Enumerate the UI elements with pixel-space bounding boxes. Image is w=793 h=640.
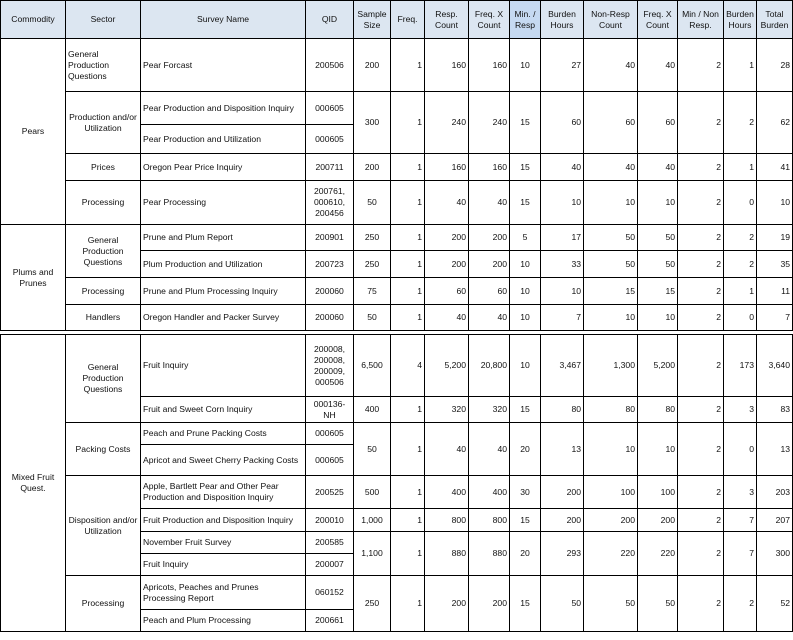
- freq-cell: 1: [391, 39, 425, 92]
- table-row: [1, 423, 793, 445]
- qid-cell: 200060: [306, 305, 354, 331]
- min-resp-cell: 10: [510, 305, 541, 331]
- fxc2-cell: 15: [638, 278, 678, 305]
- burden-cell: 13: [541, 423, 584, 476]
- nonresp-cell: 40: [584, 39, 638, 92]
- min-nonresp-cell: 2: [678, 423, 724, 476]
- col-burden-hours: Burden Hours: [541, 1, 584, 39]
- fxc-cell: 400: [469, 476, 510, 509]
- min-nonresp-cell: 2: [678, 576, 724, 632]
- nonresp-cell: 50: [584, 225, 638, 251]
- qid-cell: 200010: [306, 509, 354, 532]
- qid-cell: 200723: [306, 251, 354, 278]
- col-burden-hours-2: Burden Hours: [724, 1, 757, 39]
- survey-name-cell: Fruit Inquiry: [141, 554, 306, 576]
- freq-cell: 1: [391, 251, 425, 278]
- table-row: [1, 576, 793, 610]
- fxc2-cell: 50: [638, 251, 678, 278]
- col-min-resp: Min. / Resp: [510, 1, 541, 39]
- col-sample-size: Sample Size: [354, 1, 391, 39]
- fxc2-cell: 50: [638, 576, 678, 632]
- min-resp-cell: 15: [510, 154, 541, 181]
- fxc2-cell: 10: [638, 305, 678, 331]
- qid-cell: 000605: [306, 125, 354, 154]
- fxc-cell: 800: [469, 509, 510, 532]
- burden2-cell: 0: [724, 423, 757, 476]
- min-nonresp-cell: 2: [678, 305, 724, 331]
- burden-cell: 200: [541, 509, 584, 532]
- survey-name-cell: Fruit Production and Disposition Inquiry: [141, 509, 306, 532]
- burden-cell: 80: [541, 397, 584, 423]
- burden-cell: 40: [541, 154, 584, 181]
- table-row: [1, 39, 793, 92]
- fxc-cell: 160: [469, 154, 510, 181]
- burden-cell: 10: [541, 181, 584, 225]
- resp-cell: 200: [425, 251, 469, 278]
- min-resp-cell: 20: [510, 532, 541, 576]
- burden-cell: 10: [541, 278, 584, 305]
- resp-cell: 40: [425, 305, 469, 331]
- survey-name-cell: Pear Production and Disposition Inquiry: [141, 92, 306, 125]
- survey-name-cell: Apricot and Sweet Cherry Packing Costs: [141, 445, 306, 476]
- qid-cell: 200585: [306, 532, 354, 554]
- min-nonresp-cell: 2: [678, 92, 724, 154]
- freq-cell: 1: [391, 278, 425, 305]
- total-cell: 13: [757, 423, 793, 476]
- col-min-non-resp: Min / Non Resp.: [678, 1, 724, 39]
- nonresp-cell: 220: [584, 532, 638, 576]
- sample-cell: 1,100: [354, 532, 391, 576]
- freq-cell: 1: [391, 154, 425, 181]
- total-cell: 3,640: [757, 335, 793, 397]
- min-nonresp-cell: 2: [678, 532, 724, 576]
- survey-name-cell: Fruit Inquiry: [141, 335, 306, 397]
- nonresp-cell: 60: [584, 92, 638, 154]
- survey-name-cell: Plum Production and Utilization: [141, 251, 306, 278]
- fxc-cell: 200: [469, 225, 510, 251]
- burden-cell: 50: [541, 576, 584, 632]
- min-resp-cell: 30: [510, 476, 541, 509]
- burden2-cell: 3: [724, 476, 757, 509]
- sample-cell: 300: [354, 92, 391, 154]
- min-resp-cell: 10: [510, 251, 541, 278]
- qid-cell: 200761, 000610, 200456: [306, 181, 354, 225]
- freq-cell: 1: [391, 397, 425, 423]
- fxc2-cell: 200: [638, 509, 678, 532]
- sample-cell: 1,000: [354, 509, 391, 532]
- table-row: [1, 278, 793, 305]
- min-resp-cell: 20: [510, 423, 541, 476]
- fxc2-cell: 100: [638, 476, 678, 509]
- nonresp-cell: 50: [584, 576, 638, 632]
- fxc2-cell: 10: [638, 181, 678, 225]
- burden2-cell: 1: [724, 39, 757, 92]
- resp-cell: 880: [425, 532, 469, 576]
- table-row: [1, 335, 793, 397]
- fxc-cell: 40: [469, 181, 510, 225]
- fxc-cell: 160: [469, 39, 510, 92]
- survey-name-cell: Prune and Plum Report: [141, 225, 306, 251]
- burden2-cell: 2: [724, 225, 757, 251]
- resp-cell: 400: [425, 476, 469, 509]
- sample-cell: 75: [354, 278, 391, 305]
- fxc2-cell: 10: [638, 423, 678, 476]
- total-cell: 19: [757, 225, 793, 251]
- fxc2-cell: 220: [638, 532, 678, 576]
- sector-cell: General Production Questions: [66, 225, 141, 278]
- freq-cell: 1: [391, 305, 425, 331]
- resp-cell: 200: [425, 576, 469, 632]
- fxc-cell: 200: [469, 576, 510, 632]
- sample-cell: 250: [354, 225, 391, 251]
- freq-cell: 1: [391, 476, 425, 509]
- col-freq: Freq.: [391, 1, 425, 39]
- qid-cell: 000605: [306, 423, 354, 445]
- burden2-cell: 1: [724, 278, 757, 305]
- sample-cell: 250: [354, 251, 391, 278]
- col-non-resp-count: Non-Resp Count: [584, 1, 638, 39]
- fxc-cell: 60: [469, 278, 510, 305]
- total-cell: 203: [757, 476, 793, 509]
- burden2-cell: 173: [724, 335, 757, 397]
- sample-cell: 250: [354, 576, 391, 632]
- total-cell: 10: [757, 181, 793, 225]
- resp-cell: 160: [425, 39, 469, 92]
- table-row: [1, 225, 793, 251]
- burden2-cell: 2: [724, 251, 757, 278]
- commodity-cell: Pears: [1, 39, 66, 225]
- sample-cell: 50: [354, 305, 391, 331]
- resp-cell: 5,200: [425, 335, 469, 397]
- qid-cell: 000605: [306, 445, 354, 476]
- burden-cell: 33: [541, 251, 584, 278]
- burden2-cell: 3: [724, 397, 757, 423]
- min-nonresp-cell: 2: [678, 335, 724, 397]
- freq-cell: 1: [391, 423, 425, 476]
- burden-cell: 7: [541, 305, 584, 331]
- fxc-cell: 880: [469, 532, 510, 576]
- min-resp-cell: 10: [510, 335, 541, 397]
- burden2-cell: 1: [724, 154, 757, 181]
- total-cell: 11: [757, 278, 793, 305]
- fxc-cell: 40: [469, 305, 510, 331]
- total-cell: 62: [757, 92, 793, 154]
- min-nonresp-cell: 2: [678, 251, 724, 278]
- col-survey-name: Survey Name: [141, 1, 306, 39]
- table-row: [1, 181, 793, 225]
- sample-cell: 6,500: [354, 335, 391, 397]
- sector-cell: General Production Questions: [66, 335, 141, 423]
- min-resp-cell: 15: [510, 397, 541, 423]
- burden-cell: 17: [541, 225, 584, 251]
- survey-name-cell: Prune and Plum Processing Inquiry: [141, 278, 306, 305]
- resp-cell: 40: [425, 181, 469, 225]
- fxc2-cell: 5,200: [638, 335, 678, 397]
- total-cell: 28: [757, 39, 793, 92]
- header-row: [1, 1, 793, 39]
- fxc-cell: 320: [469, 397, 510, 423]
- min-nonresp-cell: 2: [678, 39, 724, 92]
- qid-cell: 200506: [306, 39, 354, 92]
- qid-cell: 200901: [306, 225, 354, 251]
- nonresp-cell: 80: [584, 397, 638, 423]
- freq-cell: 4: [391, 335, 425, 397]
- col-sector: Sector: [66, 1, 141, 39]
- min-resp-cell: 15: [510, 509, 541, 532]
- col-freq-x-count: Freq. X Count: [469, 1, 510, 39]
- fxc2-cell: 80: [638, 397, 678, 423]
- survey-name-cell: Apricots, Peaches and Prunes Processing Report: [141, 576, 306, 610]
- sample-cell: 400: [354, 397, 391, 423]
- nonresp-cell: 40: [584, 154, 638, 181]
- min-resp-cell: 15: [510, 92, 541, 154]
- sector-cell: Handlers: [66, 305, 141, 331]
- nonresp-cell: 10: [584, 423, 638, 476]
- table-row: [1, 92, 793, 125]
- burden-cell: 3,467: [541, 335, 584, 397]
- freq-cell: 1: [391, 181, 425, 225]
- col-qid: QID: [306, 1, 354, 39]
- total-cell: 300: [757, 532, 793, 576]
- sector-cell: Prices: [66, 154, 141, 181]
- resp-cell: 40: [425, 423, 469, 476]
- survey-name-cell: Pear Forcast: [141, 39, 306, 92]
- table-row: [1, 305, 793, 331]
- nonresp-cell: 10: [584, 305, 638, 331]
- nonresp-cell: 200: [584, 509, 638, 532]
- total-cell: 207: [757, 509, 793, 532]
- freq-cell: 1: [391, 92, 425, 154]
- burden2-cell: 2: [724, 92, 757, 154]
- nonresp-cell: 10: [584, 181, 638, 225]
- survey-name-cell: Peach and Prune Packing Costs: [141, 423, 306, 445]
- survey-name-cell: Pear Production and Utilization: [141, 125, 306, 154]
- total-cell: 35: [757, 251, 793, 278]
- resp-cell: 160: [425, 154, 469, 181]
- survey-name-cell: Apple, Bartlett Pear and Other Pear Production and Disposition Inquiry: [141, 476, 306, 509]
- min-nonresp-cell: 2: [678, 397, 724, 423]
- fxc-cell: 200: [469, 251, 510, 278]
- min-nonresp-cell: 2: [678, 509, 724, 532]
- total-cell: 52: [757, 576, 793, 632]
- table-row: [1, 476, 793, 509]
- col-freq-x-count-2: Freq. X Count: [638, 1, 678, 39]
- burden-cell: 200: [541, 476, 584, 509]
- fxc2-cell: 40: [638, 154, 678, 181]
- burden2-cell: 0: [724, 181, 757, 225]
- nonresp-cell: 100: [584, 476, 638, 509]
- sample-cell: 500: [354, 476, 391, 509]
- qid-cell: 200007: [306, 554, 354, 576]
- qid-cell: 060152: [306, 576, 354, 610]
- freq-cell: 1: [391, 576, 425, 632]
- nonresp-cell: 15: [584, 278, 638, 305]
- sample-cell: 50: [354, 423, 391, 476]
- survey-name-cell: Peach and Plum Processing: [141, 610, 306, 632]
- fxc2-cell: 40: [638, 39, 678, 92]
- nonresp-cell: 50: [584, 251, 638, 278]
- resp-cell: 240: [425, 92, 469, 154]
- sector-cell: General Production Questions: [66, 39, 141, 92]
- qid-cell: 000136-NH: [306, 397, 354, 423]
- burden-cell: 27: [541, 39, 584, 92]
- commodity-cell: Mixed Fruit Quest.: [1, 335, 66, 632]
- min-resp-cell: 5: [510, 225, 541, 251]
- total-cell: 7: [757, 305, 793, 331]
- total-cell: 83: [757, 397, 793, 423]
- qid-cell: 000605: [306, 92, 354, 125]
- min-nonresp-cell: 2: [678, 476, 724, 509]
- sector-cell: Processing: [66, 576, 141, 632]
- fxc2-cell: 50: [638, 225, 678, 251]
- sample-cell: 200: [354, 154, 391, 181]
- resp-cell: 800: [425, 509, 469, 532]
- resp-cell: 60: [425, 278, 469, 305]
- burden2-cell: 0: [724, 305, 757, 331]
- burden-cell: 60: [541, 92, 584, 154]
- sector-cell: Packing Costs: [66, 423, 141, 476]
- survey-name-cell: Fruit and Sweet Corn Inquiry: [141, 397, 306, 423]
- nonresp-cell: 1,300: [584, 335, 638, 397]
- col-total-burden: Total Burden: [757, 1, 793, 39]
- sector-cell: Disposition and/or Utilization: [66, 476, 141, 576]
- fxc-cell: 240: [469, 92, 510, 154]
- sample-cell: 50: [354, 181, 391, 225]
- sample-cell: 200: [354, 39, 391, 92]
- fxc-cell: 40: [469, 423, 510, 476]
- fxc-cell: 20,800: [469, 335, 510, 397]
- freq-cell: 1: [391, 225, 425, 251]
- min-nonresp-cell: 2: [678, 154, 724, 181]
- survey-name-cell: November Fruit Survey: [141, 532, 306, 554]
- burden2-cell: 7: [724, 509, 757, 532]
- survey-name-cell: Oregon Pear Price Inquiry: [141, 154, 306, 181]
- sector-cell: Processing: [66, 181, 141, 225]
- resp-cell: 200: [425, 225, 469, 251]
- commodity-cell: Plums and Prunes: [1, 225, 66, 331]
- min-resp-cell: 10: [510, 39, 541, 92]
- min-nonresp-cell: 2: [678, 181, 724, 225]
- min-resp-cell: 15: [510, 576, 541, 632]
- min-resp-cell: 10: [510, 278, 541, 305]
- total-cell: 41: [757, 154, 793, 181]
- resp-cell: 320: [425, 397, 469, 423]
- survey-name-cell: Oregon Handler and Packer Survey: [141, 305, 306, 331]
- col-resp-count: Resp. Count: [425, 1, 469, 39]
- burden2-cell: 2: [724, 576, 757, 632]
- col-commodity: Commodity: [1, 1, 66, 39]
- qid-cell: 200661: [306, 610, 354, 632]
- min-nonresp-cell: 2: [678, 278, 724, 305]
- survey-name-cell: Pear Processing: [141, 181, 306, 225]
- freq-cell: 1: [391, 509, 425, 532]
- freq-cell: 1: [391, 532, 425, 576]
- qid-cell: 200008, 200008, 200009, 000506: [306, 335, 354, 397]
- min-nonresp-cell: 2: [678, 225, 724, 251]
- burden2-cell: 7: [724, 532, 757, 576]
- table-row: [1, 154, 793, 181]
- sector-cell: Production and/or Utilization: [66, 92, 141, 154]
- qid-cell: 200060: [306, 278, 354, 305]
- min-resp-cell: 15: [510, 181, 541, 225]
- burden-cell: 293: [541, 532, 584, 576]
- fxc2-cell: 60: [638, 92, 678, 154]
- sector-cell: Processing: [66, 278, 141, 305]
- qid-cell: 200711: [306, 154, 354, 181]
- qid-cell: 200525: [306, 476, 354, 509]
